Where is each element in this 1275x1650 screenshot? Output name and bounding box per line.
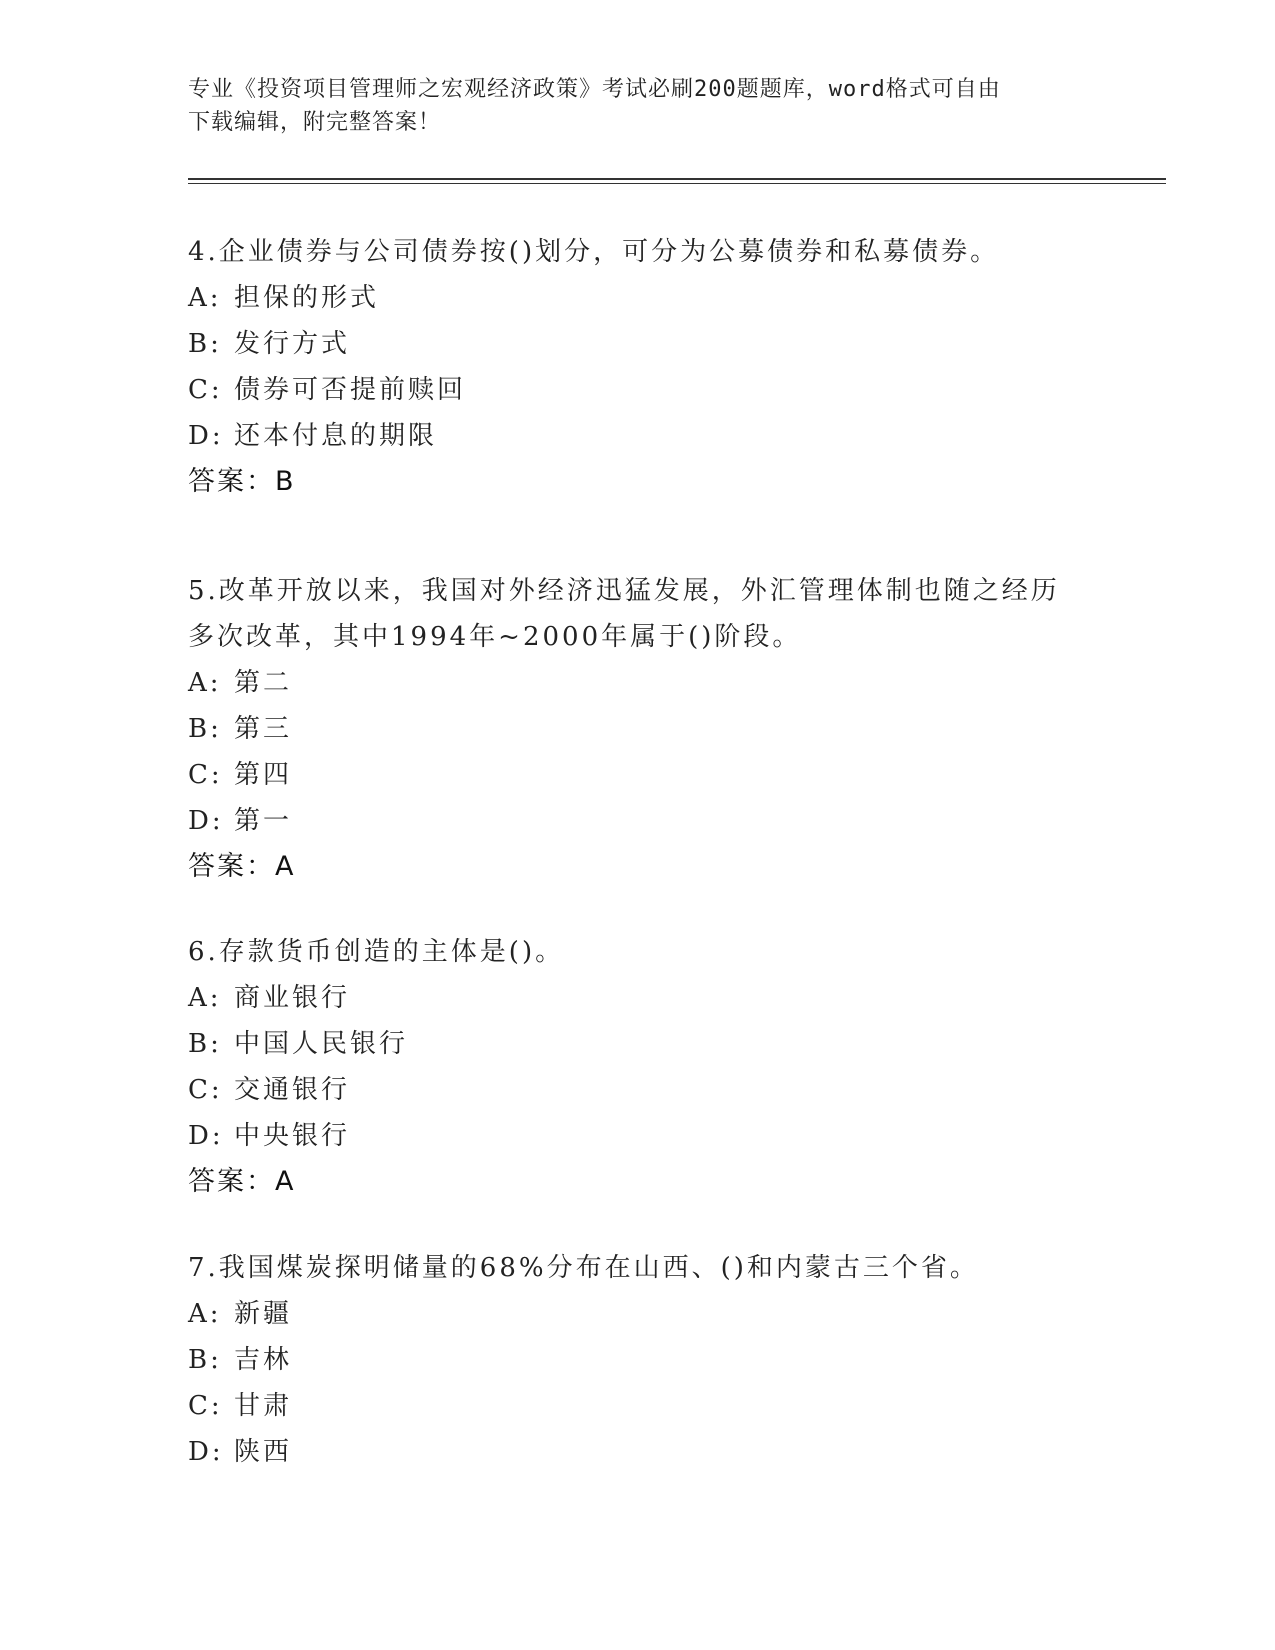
option-key: D: [188, 421, 224, 451]
option-b [188, 1337, 1088, 1383]
option-d [188, 1113, 1088, 1159]
option-key: D: [188, 1121, 224, 1151]
option-b [188, 1021, 1088, 1067]
option-text: 甘肃 [234, 1391, 293, 1421]
option-c [188, 752, 1088, 798]
option-c [188, 367, 1088, 413]
question-7 [188, 1245, 1088, 1475]
header-line-1: 专业《投资项目管理师之宏观经济政策》考试必刷200题题库，word格式可自由 [188, 77, 1001, 102]
option-c [188, 1067, 1088, 1113]
question-stem: 6.存款货币创造的主体是()。 [188, 937, 565, 967]
document-header [188, 73, 1078, 139]
option-key: B: [188, 1029, 222, 1059]
option-text: 第四 [234, 760, 293, 790]
question-stem: 4.企业债券与公司债券按()划分，可分为公募债券和私募债券。 [188, 237, 1000, 267]
option-a [188, 275, 1088, 321]
option-a [188, 660, 1088, 706]
option-key: A: [188, 283, 222, 313]
question-6 [188, 929, 1088, 1205]
option-text: 第一 [234, 806, 293, 836]
option-key: A: [188, 668, 222, 698]
option-text: 陕西 [234, 1437, 293, 1467]
option-text: 发行方式 [234, 329, 351, 359]
answer-label: 答案：B [188, 466, 296, 497]
option-text: 交通银行 [234, 1075, 351, 1105]
answer-label: 答案：A [188, 1166, 296, 1197]
option-key: D: [188, 1437, 224, 1467]
question-stem-line-2: 多次改革，其中1994年~2000年属于()阶段。 [188, 622, 802, 652]
option-text: 债券可否提前赎回 [234, 375, 467, 405]
option-text: 新疆 [234, 1299, 293, 1329]
option-b [188, 321, 1088, 367]
answer-label: 答案：A [188, 851, 296, 882]
option-a [188, 1291, 1088, 1337]
option-key: B: [188, 1345, 222, 1375]
option-c [188, 1383, 1088, 1429]
option-text: 商业银行 [234, 983, 351, 1013]
option-d [188, 413, 1088, 459]
option-a [188, 975, 1088, 1021]
option-key: B: [188, 714, 222, 744]
header-divider-thin [188, 183, 1166, 184]
option-key: C: [188, 760, 223, 790]
option-text: 担保的形式 [234, 283, 380, 313]
option-text: 还本付息的期限 [234, 421, 438, 451]
option-key: D: [188, 806, 224, 836]
question-5 [188, 568, 1088, 890]
option-d [188, 798, 1088, 844]
option-text: 中央银行 [234, 1121, 351, 1151]
question-stem: 7.我国煤炭探明储量的68%分布在山西、()和内蒙古三个省。 [188, 1253, 979, 1283]
option-key: C: [188, 375, 223, 405]
question-stem-line-1: 5.改革开放以来，我国对外经济迅猛发展，外汇管理体制也随之经历 [188, 576, 1060, 606]
option-key: C: [188, 1075, 223, 1105]
question-4 [188, 229, 1088, 505]
option-b [188, 706, 1088, 752]
option-key: B: [188, 329, 222, 359]
header-line-2: 下载编辑，附完整答案！ [188, 110, 442, 135]
option-text: 第三 [234, 714, 293, 744]
option-text: 吉林 [234, 1345, 293, 1375]
header-divider-thick [188, 178, 1166, 180]
option-text: 中国人民银行 [234, 1029, 409, 1059]
option-key: A: [188, 1299, 222, 1329]
option-key: C: [188, 1391, 223, 1421]
option-text: 第二 [234, 668, 293, 698]
option-d [188, 1429, 1088, 1475]
option-key: A: [188, 983, 222, 1013]
